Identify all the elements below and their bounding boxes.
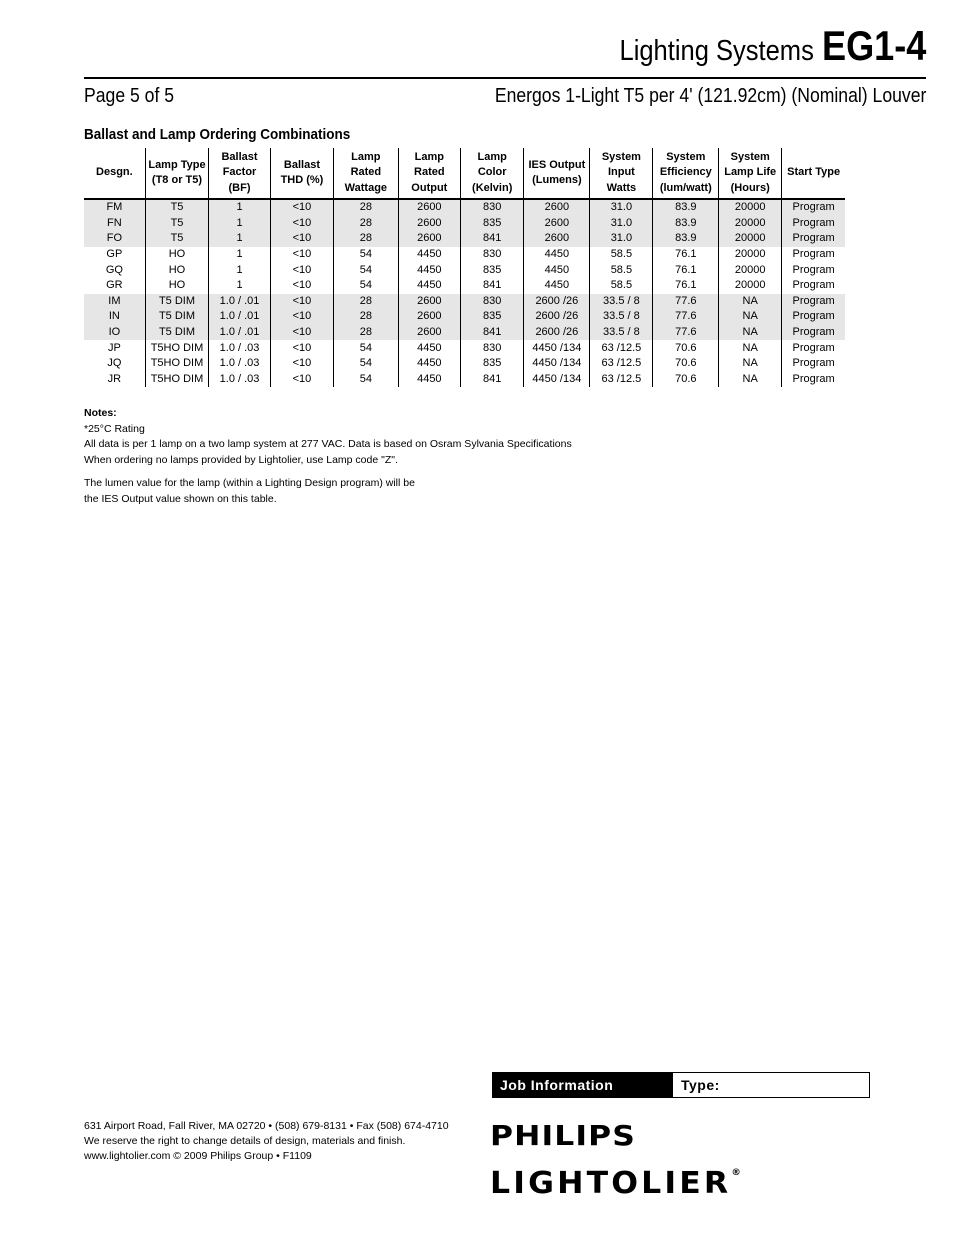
- table-cell: 58.5: [590, 262, 653, 278]
- table-cell: 63 /12.5: [590, 340, 653, 356]
- table-cell: Program: [792, 263, 835, 276]
- column-header-line: Output: [411, 181, 448, 194]
- table-cell: T5: [145, 231, 208, 247]
- table-cell: GR: [84, 278, 145, 294]
- table-cell: Program: [782, 216, 845, 232]
- table-body: [84, 199, 845, 387]
- table-cell: 83.9: [653, 216, 719, 232]
- product-code: EG1-4: [821, 22, 926, 69]
- column-header-line: IES Output: [528, 158, 586, 171]
- table-cell: 4450: [398, 340, 460, 356]
- table-cell: JQ: [84, 356, 145, 372]
- table-cell: Program: [782, 199, 845, 216]
- table-cell: <10: [270, 356, 333, 372]
- table-row: [84, 325, 845, 341]
- column-header-line: Desgn.: [96, 166, 133, 179]
- table-cell: GQ: [84, 262, 145, 278]
- table-row: [84, 340, 845, 356]
- table-cell: Program: [792, 372, 835, 385]
- ordering-table: [84, 148, 845, 387]
- table-cell: JP: [84, 340, 145, 356]
- table-cell: HO: [145, 247, 208, 263]
- table-cell: 31.0: [590, 199, 653, 216]
- table-cell: <10: [270, 216, 333, 232]
- column-header-line: Efficiency: [659, 166, 712, 179]
- table-cell: 2600: [398, 309, 460, 325]
- table-cell: 1.0 / .03: [209, 356, 271, 372]
- table-row: [84, 372, 845, 388]
- table-cell: 4450: [398, 262, 460, 278]
- column-header-line: Ballast: [283, 158, 320, 171]
- column-header-line: Start Type: [787, 166, 841, 179]
- table-cell: 4450: [524, 278, 590, 294]
- table-cell: 70.6: [653, 372, 719, 388]
- job-information-label: Job Information: [493, 1073, 673, 1097]
- note-line: All data is per 1 lamp on a two lamp system at 277 VAC. Data is based on Osram Sylvania Specifications: [84, 438, 572, 450]
- column-header: [145, 148, 208, 199]
- footer-line: www.lightolier.com © 2009 Philips Group • F1109: [84, 1150, 312, 1162]
- table-cell: 835: [461, 216, 524, 232]
- table-cell: 54: [334, 247, 399, 263]
- table-cell: 63 /12.5: [590, 372, 653, 388]
- table-cell: 4450: [398, 372, 460, 388]
- column-header: [209, 148, 271, 199]
- table-cell: <10: [270, 247, 333, 263]
- table-cell: FN: [84, 216, 145, 232]
- table-cell: 20000: [719, 247, 782, 263]
- table-cell: 1.0 / .03: [209, 340, 271, 356]
- table-cell: 1.0 / .03: [209, 372, 271, 388]
- table-cell: 830: [461, 199, 524, 216]
- page-number: Page 5 of 5: [84, 85, 175, 107]
- table-cell: 77.6: [653, 309, 719, 325]
- table-cell: Program: [782, 309, 845, 325]
- column-header: [782, 148, 845, 199]
- table-cell: 20000: [719, 262, 782, 278]
- table-cell: T5: [145, 199, 208, 216]
- column-header: [84, 148, 145, 199]
- column-header-line: Wattage: [344, 181, 388, 194]
- table-cell: 28: [334, 199, 399, 216]
- table-cell: 2600 /26: [524, 294, 590, 310]
- table-cell: 841: [461, 278, 524, 294]
- table-cell: 63 /12.5: [590, 356, 653, 372]
- philips-logo: PHILIPS: [490, 1119, 636, 1152]
- table-cell: 28: [334, 325, 399, 341]
- column-header-line: System: [666, 150, 706, 163]
- table-cell: 83.9: [653, 231, 719, 247]
- table-cell: 2600: [524, 231, 590, 247]
- table-header-row: [84, 148, 845, 199]
- notes-heading: Notes:: [84, 407, 117, 419]
- table-cell: FO: [84, 231, 145, 247]
- table-cell: 33.5 / 8: [590, 325, 653, 341]
- table-cell: Program: [792, 341, 835, 354]
- column-header-line: THD (%): [280, 174, 324, 186]
- table-cell: 31.0: [590, 231, 653, 247]
- table-cell: 1: [209, 262, 271, 278]
- header-title-text: Lighting Systems: [619, 35, 815, 67]
- note-line: the IES Output value shown on this table.: [84, 492, 277, 505]
- table-cell: T5 DIM: [145, 309, 208, 325]
- table-cell: NA: [719, 325, 782, 341]
- job-information-box: [492, 1072, 870, 1098]
- table-row: [84, 247, 845, 263]
- table-cell: IO: [84, 325, 145, 341]
- note-line: The lumen value for the lamp (within a Lighting Design program) will be: [84, 477, 415, 489]
- table-cell: NA: [719, 309, 782, 325]
- table-cell: 28: [334, 231, 399, 247]
- table-cell: 2600 /26: [524, 309, 590, 325]
- table-cell: 76.1: [653, 278, 719, 294]
- table-cell: 830: [461, 247, 524, 263]
- table-row: [84, 278, 845, 294]
- table-cell: 2600: [524, 199, 590, 216]
- table-cell: 54: [334, 262, 399, 278]
- table-cell: 33.5 / 8: [590, 309, 653, 325]
- table-cell: 70.6: [653, 340, 719, 356]
- column-header-line: Lamp: [351, 150, 381, 163]
- table-cell: 58.5: [590, 247, 653, 263]
- column-header: [653, 148, 719, 199]
- table-cell: GP: [84, 247, 145, 263]
- table-cell: 835: [461, 262, 524, 278]
- table-cell: <10: [270, 372, 333, 388]
- table-cell: 4450: [398, 278, 460, 294]
- column-header-line: Lamp: [414, 150, 444, 163]
- table-cell: 20000: [719, 199, 782, 216]
- column-header-line: Input: [607, 166, 635, 179]
- table-cell: HO: [145, 278, 208, 294]
- column-header: [590, 148, 653, 199]
- note-line: When ordering no lamps provided by Lightolier, use Lamp code "Z".: [84, 453, 398, 466]
- table-cell: 830: [461, 294, 524, 310]
- table-cell: 4450 /134: [524, 372, 590, 388]
- table-cell: IM: [84, 294, 145, 310]
- lightolier-logo: [490, 1166, 741, 1201]
- type-label: Type:: [681, 1077, 720, 1093]
- table-cell: <10: [270, 340, 333, 356]
- table-cell: 33.5 / 8: [590, 294, 653, 310]
- table-cell: T5HO DIM: [145, 372, 208, 388]
- column-header-line: (Lumens): [532, 174, 582, 186]
- table-cell: 1: [209, 278, 271, 294]
- lightolier-logo-text: LIGHTOLIER: [490, 1166, 732, 1201]
- table-cell: <10: [270, 231, 333, 247]
- column-header-line: (T8 or T5): [151, 174, 203, 186]
- table-cell: NA: [719, 294, 782, 310]
- table-cell: 20000: [719, 216, 782, 232]
- table-cell: 841: [461, 325, 524, 341]
- table-cell: 54: [334, 356, 399, 372]
- table-cell: JR: [84, 372, 145, 388]
- table-cell: Program: [792, 279, 835, 292]
- column-header-line: Factor (BF): [222, 166, 257, 194]
- table-cell: 1: [209, 231, 271, 247]
- table-cell: 1: [209, 216, 271, 232]
- table-cell: T5HO DIM: [145, 356, 208, 372]
- table-cell: 2600: [398, 199, 460, 216]
- column-header: [524, 148, 590, 199]
- footer-line: We reserve the right to change details of design, materials and finish.: [84, 1135, 406, 1147]
- table-cell: 77.6: [653, 325, 719, 341]
- table-cell: Program: [792, 357, 835, 370]
- table-row: [84, 262, 845, 278]
- table-cell: 76.1: [653, 262, 719, 278]
- page-subtitle: Energos 1-Light T5 per 4' (121.92cm) (Nominal) Louver: [494, 85, 926, 107]
- table-cell: 1: [209, 247, 271, 263]
- table-cell: T5 DIM: [145, 294, 208, 310]
- table-cell: 28: [334, 294, 399, 310]
- table-cell: <10: [270, 278, 333, 294]
- table-row: [84, 309, 845, 325]
- table-cell: Program: [792, 248, 835, 261]
- registered-mark: ®: [731, 1168, 741, 1178]
- table-cell: 2600: [398, 216, 460, 232]
- column-header-line: Rated: [414, 166, 445, 179]
- table-cell: HO: [145, 262, 208, 278]
- table-row: [84, 356, 845, 372]
- table-cell: 77.6: [653, 294, 719, 310]
- table-cell: 1: [209, 199, 271, 216]
- table-cell: T5: [145, 216, 208, 232]
- table-cell: 54: [334, 372, 399, 388]
- table-cell: 20000: [719, 278, 782, 294]
- column-header: [398, 148, 460, 199]
- table-cell: 54: [334, 340, 399, 356]
- column-header: [270, 148, 333, 199]
- table-cell: 835: [461, 356, 524, 372]
- table-cell: 4450: [524, 262, 590, 278]
- table-row: [84, 199, 845, 216]
- column-header: [334, 148, 399, 199]
- table-row: [84, 216, 845, 232]
- table-cell: 58.5: [590, 278, 653, 294]
- column-header-line: Watts: [606, 181, 637, 194]
- table-cell: 2600: [398, 231, 460, 247]
- table-cell: 4450 /134: [524, 340, 590, 356]
- footer-address: [84, 1119, 449, 1164]
- table-cell: 1.0 / .01: [209, 309, 271, 325]
- table-cell: 841: [461, 372, 524, 388]
- footer-line: 631 Airport Road, Fall River, MA 02720 • (508) 679-8131 • Fax (508) 674-4710: [84, 1120, 449, 1132]
- notes-section: [84, 406, 644, 507]
- table-cell: 841: [461, 231, 524, 247]
- table-cell: 2600: [398, 294, 460, 310]
- column-header-line: Rated: [350, 166, 382, 179]
- table-cell: <10: [270, 325, 333, 341]
- table-cell: 1.0 / .01: [209, 325, 271, 341]
- table-cell: 70.6: [653, 356, 719, 372]
- column-header-line: Lamp Life: [724, 166, 777, 179]
- table-cell: FM: [84, 199, 145, 216]
- column-header-line: Color: [477, 166, 507, 179]
- table-row: [84, 231, 845, 247]
- table-cell: 1.0 / .01: [209, 294, 271, 310]
- table-cell: NA: [719, 356, 782, 372]
- table-cell: 835: [461, 309, 524, 325]
- table-cell: Program: [782, 294, 845, 310]
- page-title: [593, 22, 926, 70]
- column-header-line: Ballast: [221, 150, 258, 163]
- column-header: [461, 148, 524, 199]
- table-cell: 76.1: [653, 247, 719, 263]
- column-header-line: System: [601, 150, 641, 163]
- table-cell: IN: [84, 309, 145, 325]
- table-cell: <10: [270, 199, 333, 216]
- column-header-line: (Kelvin): [472, 181, 513, 194]
- table-cell: Program: [782, 231, 845, 247]
- table-cell: 2600: [524, 216, 590, 232]
- table-cell: 4450 /134: [524, 356, 590, 372]
- column-header-line: (Hours): [730, 181, 770, 194]
- table-cell: 830: [461, 340, 524, 356]
- table-cell: 28: [334, 216, 399, 232]
- table-cell: 4450: [398, 247, 460, 263]
- table-cell: 4450: [524, 247, 590, 263]
- column-header-line: (lum/watt): [659, 181, 712, 194]
- table-cell: T5 DIM: [145, 325, 208, 341]
- table-cell: 2600 /26: [524, 325, 590, 341]
- note-line: *25°C Rating: [84, 422, 145, 435]
- column-header-line: System: [730, 150, 770, 163]
- table-cell: <10: [270, 262, 333, 278]
- table-cell: 4450: [398, 356, 460, 372]
- table-cell: 28: [334, 309, 399, 325]
- table-cell: <10: [270, 294, 333, 310]
- column-header-line: Lamp: [477, 150, 507, 163]
- table-cell: 31.0: [590, 216, 653, 232]
- table-cell: 20000: [719, 231, 782, 247]
- table-cell: Program: [782, 325, 845, 341]
- table-row: [84, 294, 845, 310]
- table-cell: 2600: [398, 325, 460, 341]
- table-cell: 54: [334, 278, 399, 294]
- table-cell: NA: [719, 340, 782, 356]
- header-divider: [84, 77, 926, 79]
- table-cell: T5HO DIM: [145, 340, 208, 356]
- column-header: [719, 148, 782, 199]
- table-cell: <10: [270, 309, 333, 325]
- section-title: Ballast and Lamp Ordering Combinations: [84, 126, 351, 143]
- column-header-line: Lamp Type: [148, 158, 206, 171]
- table-cell: 83.9: [653, 199, 719, 216]
- table-cell: NA: [719, 372, 782, 388]
